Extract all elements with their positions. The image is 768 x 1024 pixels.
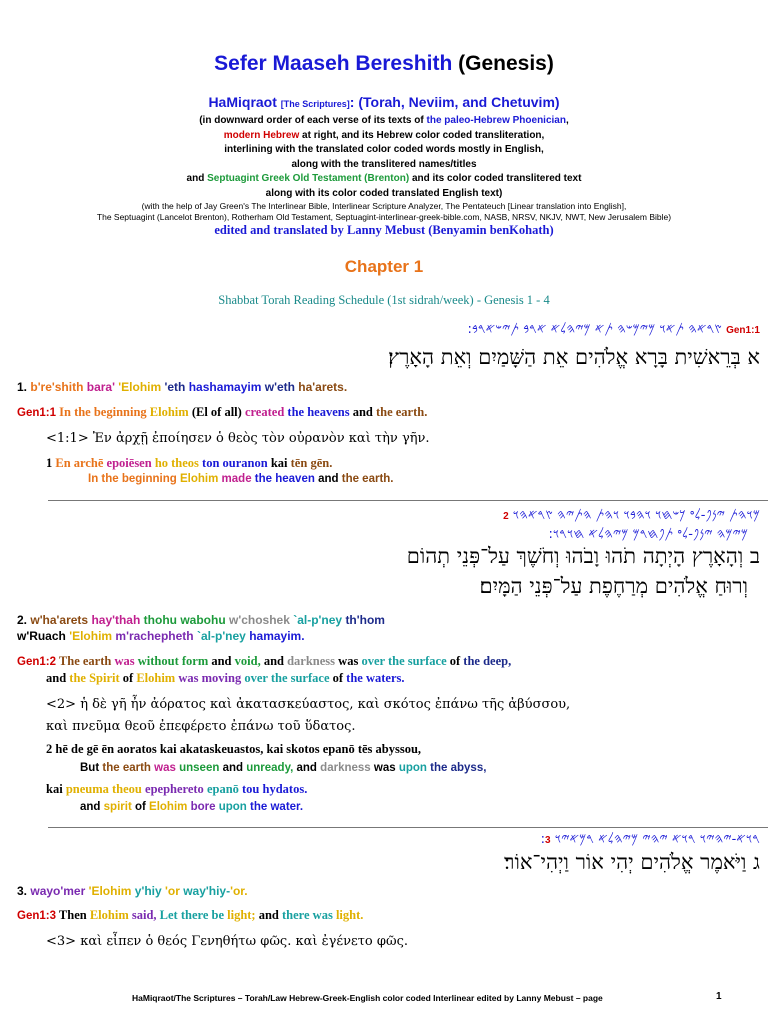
greek-translit-word: pneuma <box>65 782 109 796</box>
verse-number: 1. <box>17 380 28 394</box>
greek-translit-word: epoiēsen <box>106 456 152 470</box>
verse3-greek: <3> καὶ εἶπεν ὁ θεός Γενηθήτω φῶς. καὶ ἐγένετο φῶς. <box>46 934 408 949</box>
english-word: without form <box>137 654 209 668</box>
greek-english-word: Elohim <box>180 473 219 485</box>
verse3-transliteration <box>17 884 248 898</box>
translit-word: y'hiy <box>134 884 162 898</box>
english-word: Let there be <box>159 908 224 922</box>
translit-word: 'eth <box>164 380 186 394</box>
greek-english-word: Elohim <box>149 801 188 813</box>
credits-block <box>0 201 768 223</box>
verse3-ref: 3 <box>545 835 551 846</box>
english-word: (El of all) <box>191 405 242 419</box>
intro-line3: interlining with the translated color coded words mostly in English, <box>224 144 544 155</box>
english-word: void, <box>234 654 261 668</box>
hamiqraot-label: HaMiqraot <box>208 94 277 110</box>
verse2-english-line1 <box>17 654 511 669</box>
verse1-greek-translit <box>46 456 332 471</box>
english-ref: Gen1:3 <box>17 910 56 922</box>
translit-word: 'Elohim <box>118 380 162 394</box>
translit-word: `al-p'ney <box>196 629 246 643</box>
english-word: was <box>338 654 359 668</box>
scriptures-label: [The Scriptures] <box>280 99 350 109</box>
greek-translit-word: En <box>55 456 71 470</box>
english-word: Then <box>58 908 87 922</box>
greek-english-word: made <box>221 473 252 485</box>
translit-word: th'hom <box>345 613 385 627</box>
greek-translit-word: gēn. <box>310 456 333 470</box>
english-word: the Spirit <box>69 671 120 685</box>
intro-modern-hebrew: modern Hebrew <box>223 129 300 141</box>
translit-word: 'Elohim <box>69 629 113 643</box>
verse3-phoenician <box>541 832 760 847</box>
english-word: the surface <box>270 671 330 685</box>
english-word: of <box>449 654 461 668</box>
greek-english-word: the heaven <box>254 473 315 485</box>
english-word: the surface <box>387 654 447 668</box>
greek-translit-word: epephereto <box>145 782 204 796</box>
greek-translit-word: ho <box>154 456 169 470</box>
translit-word: wabohu <box>180 613 226 627</box>
verse2-phoenician-line1 <box>503 508 760 523</box>
greek-translit-word: theou <box>112 782 142 796</box>
verse2-greek-english-line1 <box>80 762 486 774</box>
english-word: and <box>46 671 67 685</box>
translit-word: hay'thah <box>91 613 141 627</box>
greek-english-word: the water. <box>250 801 304 813</box>
english-word: Elohim <box>149 405 189 419</box>
english-word: was <box>114 654 135 668</box>
english-ref: Gen1:1 <box>17 407 56 419</box>
greek-translit-word: tēn <box>290 456 308 470</box>
english-word: over <box>361 654 385 668</box>
translit-word: b're'shith <box>30 380 84 394</box>
greek-english-word: the earth <box>102 762 151 774</box>
intro-line5: and its color coded translitered text <box>411 173 582 184</box>
greek-translit-word: epanō <box>206 782 239 796</box>
greek-english-word: was <box>373 762 396 774</box>
greek-english-word: and <box>222 762 244 774</box>
english-word: was moving <box>178 671 242 685</box>
translit-word: hashamayim <box>188 380 262 394</box>
title-genesis: (Genesis) <box>458 52 554 75</box>
english-word: light. <box>335 908 364 922</box>
reading-schedule: Shabbat Torah Reading Schedule (1st sidrah/week) - Genesis 1 - 4 <box>218 293 550 307</box>
verse2-ref: 2 <box>503 511 509 522</box>
english-word: the deep, <box>463 654 512 668</box>
verse-divider <box>48 500 768 501</box>
editor-line: edited and translated by Lanny Mebust (Benyamin benKohath) <box>214 223 554 237</box>
verse2-greek-translit-line1: 2 hē de gē ēn aoratos kai akataskeuastos, kai skotos epanō tēs abyssou, <box>46 742 422 756</box>
greek-english-word: spirit <box>103 801 132 813</box>
translit-word: w'Ruach <box>17 629 66 643</box>
greek-english-word: But <box>80 762 100 774</box>
english-word: of <box>122 671 134 685</box>
verse1-hebrew: א בְּרֵאשִׁית בָּרָא אֱלֹהִים אֵת הַשָּׁמַיִם וְאֵת הָאָרֶץ׃ <box>388 345 760 369</box>
translit-word: 'Elohim <box>88 884 132 898</box>
greek-translit-word: kai <box>270 456 288 470</box>
greek-english-word: and <box>80 801 101 813</box>
english-word: over <box>244 671 268 685</box>
english-word: darkness <box>287 654 336 668</box>
english-word: said, <box>131 908 157 922</box>
intro-and: and <box>186 173 205 184</box>
intro-septuagint: Septuagint Greek Old Testament (Brenton) <box>207 173 410 184</box>
english-word: there was <box>282 908 333 922</box>
torah-label: : (Torah, Neviim, and Chetuvim) <box>349 94 560 110</box>
translit-word: w'choshek <box>229 613 290 627</box>
document-title <box>0 52 768 76</box>
greek-translit-word: tou <box>242 782 260 796</box>
english-word: and <box>263 654 284 668</box>
verse1-greek-english <box>88 473 394 485</box>
translit-word: bara' <box>86 380 115 394</box>
verse1-phoenician <box>467 322 760 337</box>
verse2-hebrew-line1: ב וְהָאָרֶץ הָיְתָה תֹהוּ וָבֹהוּ וְחֹשֶׁךְ עַל־פְּנֵי תְהוֹם <box>406 544 760 568</box>
greek-english-word: and <box>318 473 339 485</box>
verse2-greek-english-line2 <box>80 801 303 813</box>
greek-translit-word: hydatos. <box>262 782 308 796</box>
english-word: and <box>211 654 232 668</box>
verse2-greek-translit-line2 <box>46 782 307 797</box>
verse1-transliteration <box>17 380 347 394</box>
greek-english-word: and <box>296 762 317 774</box>
greek-english-word: bore <box>190 801 216 813</box>
chapter-heading: Chapter 1 <box>344 257 424 276</box>
title-main: Sefer Maaseh Bereshith <box>214 52 453 75</box>
greek-translit-word: ouranon <box>222 456 268 470</box>
greek-english-word: In the beginning <box>88 473 177 485</box>
english-word: created <box>244 405 285 419</box>
translit-word: ha'arets. <box>298 380 348 394</box>
english-word: and <box>352 405 373 419</box>
credits-line2: The Septuagint (Lancelot Brenton), Rotherham Old Testament, Septuagint-interlinear-greek-bible.com, NASB, NRSV, NKJV, NWT, New Jerusalem Bible) <box>96 212 672 222</box>
verse2-hebrew-line2: וְרוּחַ אֱלֹהִים מְרַחֶפֶת עַל־פְּנֵי הַמָּיִם׃ <box>479 574 748 598</box>
subtitle-hamiqraot <box>0 94 768 110</box>
verse3-hebrew: ג וַיֹּאמֶר אֱלֹהִים יְהִי אוֹר וַיְהִי־אוֹר׃ <box>504 850 760 874</box>
page-number: 1 <box>716 991 722 1002</box>
intro-phoenician: the paleo-Hebrew Phoenician <box>426 115 566 126</box>
greek-english-word: the earth. <box>341 473 394 485</box>
greek-english-word: unseen <box>179 762 220 774</box>
intro-line6: along with its color coded translated English text) <box>265 187 503 199</box>
translit-word: `al-p'ney <box>293 613 343 627</box>
greek-translit-word: kai <box>46 782 63 796</box>
translit-word: w'ha'arets <box>30 613 89 627</box>
verse2-greek-line1: <2> ἡ δὲ γῆ ἦν ἀόρατος καὶ ἀκατασκεύαστος, καὶ σκότος ἐπάνω τῆς ἀβύσσου, <box>46 697 571 712</box>
intro-line2: at right, and its Hebrew color coded transliteration, <box>302 129 545 141</box>
english-word: the waters. <box>346 671 405 685</box>
verse2-transliteration-line1 <box>17 613 385 627</box>
translit-word: hamayim. <box>249 629 305 643</box>
intro-block <box>0 114 768 201</box>
english-word: Elohim <box>136 671 176 685</box>
translit-word: w'eth <box>264 380 295 394</box>
translit-word: 'or <box>165 884 180 898</box>
verse-number: 3. <box>17 884 28 898</box>
page-footer: HaMiqraot/The Scriptures – Torah/Law Hebrew-Greek-English color coded Interlinear edited by Lanny Mebust – page <box>132 993 603 1003</box>
verse-divider <box>48 827 768 828</box>
greek-english-word: upon <box>398 762 427 774</box>
verse2-greek-line2: καὶ πνεῦμα θεοῦ ἐπεφέρετο ἐπάνω τοῦ ὕδατος. <box>46 719 356 734</box>
translit-word: thohu <box>143 613 177 627</box>
greek-english-word: darkness <box>320 762 371 774</box>
english-word: light; <box>227 908 256 922</box>
translit-word: way'hiy- <box>183 884 231 898</box>
greek-english-word: the abyss, <box>430 762 487 774</box>
verse1-greek: <1:1> Ἐν ἀρχῇ ἐποίησεν ὁ θεὸς τὸν οὐρανὸν καὶ τὴν γῆν. <box>46 431 430 446</box>
greek-translit-word: ton <box>202 456 220 470</box>
greek-english-word: was <box>154 762 176 774</box>
english-word: the heavens <box>287 405 350 419</box>
intro-comma: , <box>565 115 569 126</box>
english-word: and <box>258 908 279 922</box>
english-word: The earth <box>58 654 112 668</box>
verse2-english-line2 <box>46 671 405 686</box>
greek-english-word: upon <box>218 801 247 813</box>
english-word: the earth. <box>375 405 428 419</box>
greek-translit-word: theos <box>171 456 199 470</box>
verse1-ref: Gen1:1 <box>726 325 760 336</box>
verse1-english <box>17 405 427 420</box>
greek-translit-word: archē <box>73 456 104 470</box>
verse1-phoenician-text: :𐤑𐤓𐤀𐤄 𐤕𐤀𐤅 𐤌𐤉𐤌𐤔𐤄 𐤕𐤀 𐤌𐤉𐤄𐤋𐤀 𐤀𐤓𐤁 𐤕𐤉𐤔𐤀𐤓𐤁 <box>467 322 722 337</box>
intro-line4: along with the translitered names/titles <box>291 158 477 170</box>
english-ref: Gen1:2 <box>17 656 56 668</box>
verse3-english <box>17 908 363 923</box>
verse2-transliteration-line2 <box>17 629 305 643</box>
intro-line1: (in downward order of each verse of its texts of <box>199 115 424 126</box>
verse-number: 1 <box>46 456 53 470</box>
greek-english-word: of <box>134 801 146 813</box>
verse-number: 2. <box>17 613 28 627</box>
english-word: of <box>332 671 344 685</box>
english-word: Elohim <box>89 908 129 922</box>
verse2-phoenician-text1: 𐤌𐤅𐤄𐤕 𐤉𐤍𐤐-𐤋𐤏 𐤊𐤔𐤇𐤅 𐤅𐤄𐤁𐤅 𐤅𐤄𐤕 𐤄𐤕𐤉𐤄 𐤑𐤓𐤀𐤄𐤅 <box>512 508 760 523</box>
translit-word: wayo'mer <box>30 884 86 898</box>
verse3-phoenician-text: :𐤓𐤅𐤀-𐤉𐤄𐤉𐤅 𐤓𐤅𐤀 𐤉𐤄𐤉 𐤌𐤉𐤄𐤋𐤀 𐤓𐤌𐤀𐤉𐤅 <box>540 832 760 847</box>
translit-word: 'or. <box>230 884 248 898</box>
verse2-phoenician-line2: :𐤌𐤉𐤌𐤄 𐤉𐤍𐤐-𐤋𐤏 𐤕𐤐𐤇𐤓𐤌 𐤌𐤉𐤄𐤋𐤀 𐤇𐤅𐤓𐤅 <box>548 527 748 542</box>
english-word: In the beginning <box>59 405 147 419</box>
translit-word: m'rachepheth <box>115 629 194 643</box>
credits-line1: (with the help of Jay Green's The Interlinear Bible, Interlinear Scripture Analyzer, The Pentateuch [Linear translation into English], <box>141 201 627 211</box>
greek-english-word: unready, <box>246 762 294 774</box>
